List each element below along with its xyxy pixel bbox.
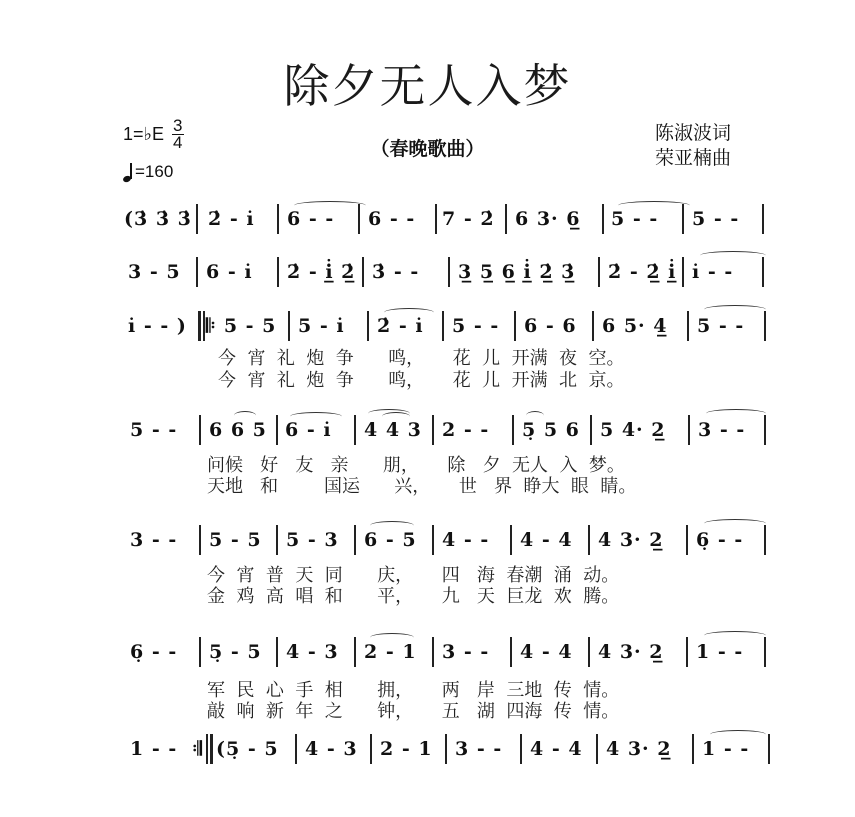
measure: 4 3· 2̲: [598, 529, 664, 551]
measure: 2̇ - 2̲̇ i̲̇: [608, 261, 677, 283]
measure: 1 - -: [696, 641, 744, 663]
bar-line: [764, 637, 766, 667]
time-numerator: 3: [173, 116, 183, 135]
measure: 2 - -: [442, 419, 490, 441]
measure: 2̇ - i̇: [208, 208, 255, 230]
measure: 3 - -: [455, 738, 503, 760]
measure: 5 - -: [697, 315, 745, 337]
tie: [290, 412, 342, 421]
lyrics-verse-2: 今 宵 礼 炮 争 鸣， 花 儿 开满 北 京。: [218, 370, 625, 391]
measure: 2̇ - i̲̇ 2̲̇: [287, 261, 356, 283]
bar-line: [354, 415, 356, 445]
staff-row-2: [122, 257, 772, 293]
bar-line: [596, 734, 598, 764]
measure: 5 - -: [611, 208, 659, 230]
measure: 5 - i̇: [298, 315, 345, 337]
bar-line: [588, 525, 590, 555]
tie: [234, 411, 256, 420]
bar-line: [510, 637, 512, 667]
lyrics-verse-1: 今 宵 礼 炮 争 鸣， 花 儿 开满 夜 空。: [218, 348, 625, 369]
lyrics-verse-2: 天地 和 国运 兴， 世 界 睁大 眼 睛。: [207, 476, 637, 497]
measure: 6̣ - -: [130, 641, 178, 663]
measure: 3 - -: [698, 419, 746, 441]
tie: [704, 519, 766, 528]
bar-line: [764, 415, 766, 445]
bar-line: [505, 204, 507, 234]
bar-line: [688, 415, 690, 445]
lyricist: 陈淑波词: [655, 122, 732, 144]
bar-line: [203, 311, 205, 341]
measure: 4 3· 2̲: [606, 738, 672, 760]
credits: [655, 121, 731, 171]
bar-line: [288, 311, 290, 341]
lyrics-verse-1: 问候 好 友 亲 朋， 除 夕 无人 入 梦。: [207, 455, 625, 476]
measure: 6 - -: [287, 208, 335, 230]
measure: 2̇ - i̇: [377, 315, 424, 337]
tie: [700, 251, 766, 260]
bar-line: [682, 204, 684, 234]
measure: (3̇ 3̇ 3̇: [124, 208, 192, 230]
tie: [370, 633, 414, 642]
measure: 2 - 1: [380, 738, 433, 760]
bar-line: [358, 204, 360, 234]
measure: 6 - -: [368, 208, 416, 230]
bar-line: [598, 257, 600, 287]
measure: 6 6 5: [209, 419, 267, 441]
bar-line: [764, 311, 766, 341]
staff-row-3: [122, 311, 772, 347]
bar-line: [362, 257, 364, 287]
bar-line: [448, 257, 450, 287]
bar-line: [686, 525, 688, 555]
bar-line: [514, 311, 516, 341]
measure: 1 - - 𝄇: [130, 738, 203, 760]
measure: 5̣ - 5: [209, 641, 262, 663]
tie: [706, 409, 766, 418]
measure: 5 - -: [692, 208, 740, 230]
tie: [710, 730, 766, 739]
measure: i̇ - -: [692, 261, 734, 283]
measure: 5̣ 5 6: [522, 419, 580, 441]
bar-line: [354, 525, 356, 555]
measure: 𝄆 5 - 5: [206, 315, 277, 337]
staff-row-4: [122, 415, 772, 451]
measure: 4 - 3: [286, 641, 339, 663]
bar-line: [295, 734, 297, 764]
bar-line: [686, 637, 688, 667]
measure: 6 - i̇: [285, 419, 332, 441]
measure: 4 - 3: [305, 738, 358, 760]
composer: 荣亚楠曲: [655, 147, 732, 169]
measure: 6 - 5: [364, 529, 417, 551]
bar-line: [510, 525, 512, 555]
measure: 3 - -: [130, 529, 178, 551]
measure: 4 - 4: [520, 641, 573, 663]
bar-line: [276, 637, 278, 667]
key-tonic: 1=♭E: [123, 124, 165, 144]
bar-line: [762, 204, 764, 234]
measure: 4 - -: [442, 529, 490, 551]
staff-row-5: [122, 525, 772, 561]
measure: 6 - i̇: [206, 261, 253, 283]
bar-line: [367, 311, 369, 341]
bar-line: [520, 734, 522, 764]
measure: 6 3· 6̲: [515, 208, 581, 230]
bar-line: [442, 311, 444, 341]
bar-line: [432, 525, 434, 555]
bar-line: [354, 637, 356, 667]
bar-line: [196, 204, 198, 234]
tie: [704, 631, 766, 640]
tie: [382, 412, 410, 421]
bar-line: [276, 525, 278, 555]
repeat-end-barline: [206, 734, 208, 764]
bar-line: [277, 257, 279, 287]
repeat-end-barline: [210, 734, 213, 764]
bar-line: [199, 415, 201, 445]
time-denominator: 4: [173, 133, 183, 152]
measure: 5 - -: [130, 419, 178, 441]
repeat-start-barline: [198, 311, 201, 341]
measure: 6̣ - -: [696, 529, 744, 551]
bar-line: [764, 525, 766, 555]
bar-line: [590, 415, 592, 445]
bar-line: [588, 637, 590, 667]
tie: [384, 308, 434, 317]
measure: 3 - 5: [128, 261, 181, 283]
bar-line: [512, 415, 514, 445]
lyrics-verse-2: 金 鸡 高 唱 和 平， 九 天 巨龙 欢 腾。: [207, 586, 620, 607]
staff-row-6: [122, 637, 772, 673]
measure: 3 - -: [442, 641, 490, 663]
bar-line: [435, 204, 437, 234]
measure: (5̣ - 5: [216, 738, 279, 760]
tie: [526, 411, 544, 420]
bar-line: [687, 311, 689, 341]
bar-line: [196, 257, 198, 287]
measure: 1 - -: [702, 738, 750, 760]
lyrics-verse-1: 今 宵 普 天 同 庆， 四 海 春潮 涌 动。: [207, 565, 620, 586]
measure: 5 - 3: [286, 529, 339, 551]
bar-line: [692, 734, 694, 764]
bar-line: [432, 637, 434, 667]
bar-line: [762, 257, 764, 287]
measure: 6 - 6: [524, 315, 577, 337]
bar-line: [199, 525, 201, 555]
measure: 4 - 4: [530, 738, 583, 760]
tempo-value: =160: [135, 162, 174, 181]
bar-line: [199, 637, 201, 667]
tie: [618, 201, 690, 210]
bar-line: [682, 257, 684, 287]
bar-line: [370, 734, 372, 764]
measure: 4 3· 2̲: [598, 641, 664, 663]
measure: 3̇ - -: [372, 261, 420, 283]
lyrics-verse-2: 敲 响 新 年 之 钟， 五 湖 四海 传 情。: [207, 701, 620, 722]
tie: [370, 521, 414, 530]
staff-row-7: [122, 734, 772, 770]
measure: 3̲ 5̲ 6̲ i̲̇ 2̲̇ 3̲̇: [458, 261, 576, 283]
measure: 2 - 1: [364, 641, 417, 663]
measure: 5 4· 2̲: [600, 419, 666, 441]
quarter-note-icon: [123, 162, 133, 182]
song-subtitle: （春晚歌曲）: [370, 138, 485, 160]
bar-line: [276, 415, 278, 445]
measure: 5 - -: [452, 315, 500, 337]
measure: i̇ - - ): [128, 315, 187, 337]
staff-row-1: [122, 204, 772, 240]
measure: 7 - 2̇: [442, 208, 495, 230]
bar-line: [602, 204, 604, 234]
measure: 6 5· 4̲: [602, 315, 668, 337]
song-title: 除夕无人入梦: [283, 59, 572, 113]
measure: 4 - 4: [520, 529, 573, 551]
bar-line: [277, 204, 279, 234]
bar-line: [432, 415, 434, 445]
tie: [294, 201, 366, 210]
tempo-marking: [123, 162, 173, 182]
measure: 4 4 3: [364, 419, 422, 441]
bar-line: [768, 734, 770, 764]
tie: [704, 305, 766, 314]
measure: 5 - 5: [209, 529, 262, 551]
lyrics-verse-1: 军 民 心 手 相 拥， 两 岸 三地 传 情。: [207, 680, 620, 701]
bar-line: [445, 734, 447, 764]
bar-line: [592, 311, 594, 341]
